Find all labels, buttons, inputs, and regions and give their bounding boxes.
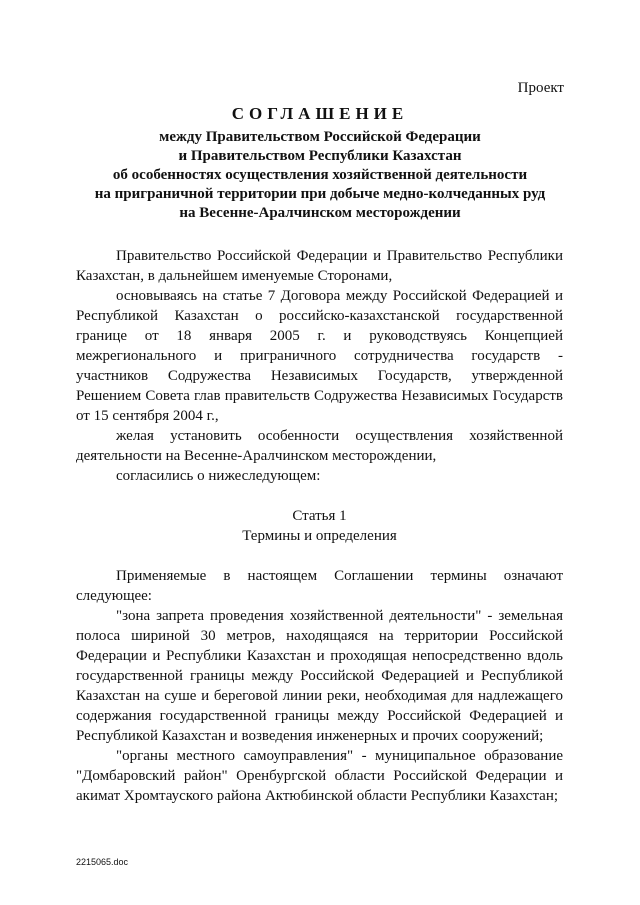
subtitle-line: и Правительством Республики Казахстан (178, 148, 462, 164)
preamble-paragraph: согласились о нижеследующем: (116, 468, 321, 484)
preamble-paragraph: основываясь на статье 7 Договора между Российской Федерацией и Республикой Казахстан о российско-казахстанской государственной границе от 18 января 2005 г. и руководствуясь Концепцией межрегионального и приграничного сотрудничества государств - участников Содружества Независимых Государств, утвержденной Решением Совета глав правительств Содружества Независимых Государств от 15 сентября 2004 г., (76, 288, 563, 424)
draft-label: Проект (517, 80, 564, 96)
document-body (76, 246, 563, 806)
subtitle-line: на приграничной территории при добыче медно-колчеданных руд (94, 186, 546, 202)
document-subtitle (0, 128, 640, 223)
document-title: СОГЛАШЕНИЕ (231, 104, 409, 123)
footer-filename: 2215065.doc (76, 857, 129, 867)
subtitle-line: на Весенне-Аралчинском месторождении (179, 205, 461, 221)
preamble-paragraph: желая установить особенности осуществления хозяйственной деятельности на Весенне-Аралчинском месторождении, (76, 428, 563, 464)
article-heading: Термины и определения (242, 528, 397, 544)
article-paragraph: "зона запрета проведения хозяйственной деятельности" - земельная полоса шириной 30 метров, находящаяся на территории Российской Федерации и Республики Казахстан и проходящая непосредственно вдоль государственной границы между Российской Федерацией и Республикой Казахстан на суше и береговой линии реки, необходимая для надлежащего содержания государственной границы между Российской Федерацией и Республикой Казахстан и возведения инженерных и прочих сооружений; (76, 608, 563, 744)
article-paragraph: "органы местного самоуправления" - муниципальное образование "Домбаровский район" Оренбургской области Российской Федерации и акимат Хромтауского района Актюбинской области Республики Казахстан; (76, 748, 563, 804)
preamble-paragraph: Правительство Российской Федерации и Правительство Республики Казахстан, в дальнейшем именуемые Сторонами, (76, 248, 563, 284)
subtitle-line: между Правительством Российской Федерации (159, 129, 481, 145)
article-number: Статья 1 (292, 508, 347, 524)
subtitle-line: об особенностях осуществления хозяйственной деятельности (112, 167, 528, 183)
article-paragraph: Применяемые в настоящем Соглашении термины означают следующее: (76, 568, 563, 604)
